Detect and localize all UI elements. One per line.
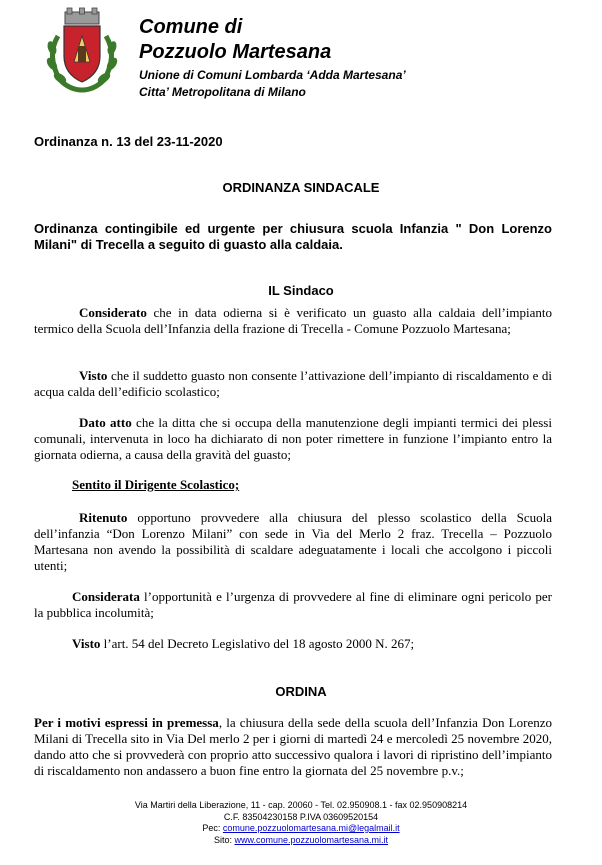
ordina-heading: ORDINA	[275, 684, 327, 699]
paragraph-text: che il suddetto guasto non consente l’attivazione dell’impianto di riscaldamento e di acqua calda dell’edificio scolastico;	[34, 368, 552, 399]
sentito-dirigente: Sentito il Dirigente Scolastico;	[72, 477, 240, 492]
footer-tax-codes: C.F. 83504230158 P.IVA 03609520154	[223, 811, 379, 822]
municipal-crest-logo	[38, 6, 126, 94]
paragraph-text: che la ditta che si occupa della manutenzione degli impianti termici dei plessi comunali, intervenuta in loco ha dichiarato di non poter rimettere in funzione l’impianto entro la giornata odierna, a causa della gravità del guasto;	[34, 415, 552, 462]
metro-subtitle: Citta’ Metropolitana di Milano	[139, 85, 306, 99]
paragraph-lead: Considerata	[72, 589, 140, 604]
paragraph-ordina	[34, 715, 552, 779]
paragraph-considerato	[34, 305, 552, 337]
paragraph-lead: Considerato	[79, 305, 147, 320]
paragraph-visto-1	[34, 368, 552, 400]
footer-address: Via Martiri della Liberazione, 11 - cap. 20060 - Tel. 02.950908.1 - fax 02.950908214	[134, 800, 468, 810]
paragraph-ritenuto	[34, 510, 552, 574]
paragraph-lead: Dato atto	[79, 415, 132, 430]
paragraph-text: l’opportunità e l’urgenza di provvedere al fine di eliminare ogni pericolo per la pubblica incolumità;	[34, 589, 552, 620]
paragraph-lead: Visto	[72, 636, 101, 651]
footer-site-line	[0, 835, 602, 847]
municipality-title-line1: Comune di	[139, 16, 243, 38]
paragraph-lead: Visto	[79, 368, 108, 383]
paragraph-text: , la chiusura della sede della scuola dell’Infanzia Don Lorenzo Milani di Trecella sito in Via Del merlo 2 per i giorni di martedì 24 e mercoledì 25 novembre 2020, dando atto che si provvederà con proprio atto successivo qualora i lavori di ripristino dell’impianto di riscaldamento non andassero a buon fine entro la giornata del 25 novembre p.v.;	[34, 715, 552, 778]
paragraph-lead: Ritenuto	[79, 510, 128, 525]
paragraph-considerata	[34, 589, 552, 621]
authority-heading: IL Sindaco	[268, 283, 334, 298]
website-link[interactable]: www.comune.pozzuolomartesana.mi.it	[234, 834, 389, 845]
footer-pec-line	[0, 823, 602, 835]
paragraph-text: l’art. 54 del Decreto Legislativo del 18 agosto 2000 N. 267;	[100, 636, 415, 651]
ordinance-title: ORDINANZA SINDACALE	[222, 180, 380, 195]
page-footer	[0, 800, 602, 846]
municipality-title-line2: Pozzuolo Martesana	[139, 41, 332, 63]
union-subtitle: Unione di Comuni Lombarda ‘Adda Martesana’	[139, 68, 406, 82]
ordinance-number: Ordinanza n. 13 del 23-11-2020	[34, 134, 223, 149]
paragraph-text: che in data odierna si è verificato un guasto alla caldaia dell’impianto termico della Scuola dell’Infanzia della frazione di Trecella - Comune Pozzuolo Martesana;	[34, 305, 552, 336]
site-label: Sito:	[213, 834, 232, 845]
ordinance-subject: Ordinanza contingibile ed urgente per chiusura scuola Infanzia " Don Lorenzo Milani" di Trecella a seguito di guasto alla caldaia.	[34, 221, 552, 252]
pec-email-link[interactable]: comune.pozzuolomartesana.mi@legalmail.it	[222, 823, 400, 833]
paragraph-dato-atto	[34, 415, 552, 463]
pec-label: Pec:	[202, 823, 221, 833]
paragraph-visto-2	[34, 636, 552, 652]
letterhead	[139, 16, 406, 101]
paragraph-lead: Per i motivi espressi in premessa	[34, 715, 219, 730]
paragraph-text: opportuno provvedere alla chiusura del plesso scolastico della Scuola dell’infanzia “Don Lorenzo Milani” con sede in Via del Merlo 2 fraz. Trecella – Pozzuolo Martesana non avendo la possibilità di scaldare adeguatamente i locali che accolgono i piccoli utenti;	[34, 510, 552, 573]
